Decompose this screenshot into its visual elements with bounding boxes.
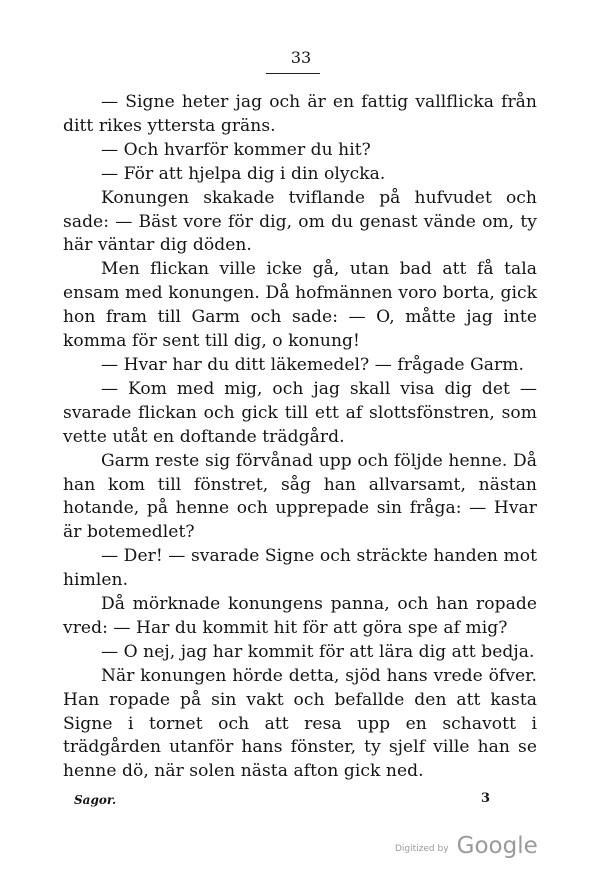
paragraph: — Kom med mig, och jag skall visa dig det — svarade flickan och gick till ett af slottsfönstren, som vette utåt en doftande trädgård. [63, 378, 537, 447]
paragraph: Men flickan ville icke gå, utan bad att få tala ensam med konungen. Då hofmännen voro borta, gick hon fram till Garm och sade: — O, måtte jag inte komma för sent till dig, o konung! [63, 259, 537, 352]
page-number-rule [266, 73, 320, 74]
signature-mark: Sagor. [74, 793, 117, 807]
paragraph: Då mörknade konungens panna, och han ropade vred: — Har du kommit hit för att göra spe af mig? [63, 594, 537, 638]
google-logo-text: Google [456, 833, 538, 859]
paragraph: — O nej, jag har kommit för att lära dig att bedja. [101, 641, 535, 662]
paragraph: — Och hvarför kommer du hit? [101, 139, 371, 160]
watermark-prefix: Digitized by [395, 844, 449, 854]
body-text [63, 91, 537, 784]
sheet-number: 3 [481, 791, 491, 806]
paragraph: Konungen skakade tviflande på hufvudet och sade: — Bäst vore för dig, om du genast vände om, ty här väntar dig döden. [63, 187, 537, 256]
paragraph: — Hvar har du ditt läkemedel? — frågade Garm. [101, 354, 524, 375]
paragraph: — Signe heter jag och är en fattig vallflicka från ditt rikes yttersta gräns. [63, 92, 537, 136]
paragraph: När konungen hörde detta, sjöd hans vrede öfver. Han ropade på sin vakt och befallde den att kasta Signe i tornet och att resa upp en schavott i trädgården utanför hans fönster, ty sjelf ville han se henne dö, när solen nästa afton gick ned. [63, 665, 537, 782]
page-number: 33 [290, 48, 312, 67]
paragraph: Garm reste sig förvånad upp och följde henne. Då han kom till fönstret, såg han allvarsamt, nästan hotande, på henne och upprepade sin fråga: — Hvar är botemedlet? [63, 450, 537, 543]
paragraph: — Der! — svarade Signe och sträckte handen mot himlen. [63, 546, 537, 591]
digitized-watermark [395, 832, 538, 863]
paragraph: — För att hjelpa dig i din olycka. [101, 163, 386, 184]
